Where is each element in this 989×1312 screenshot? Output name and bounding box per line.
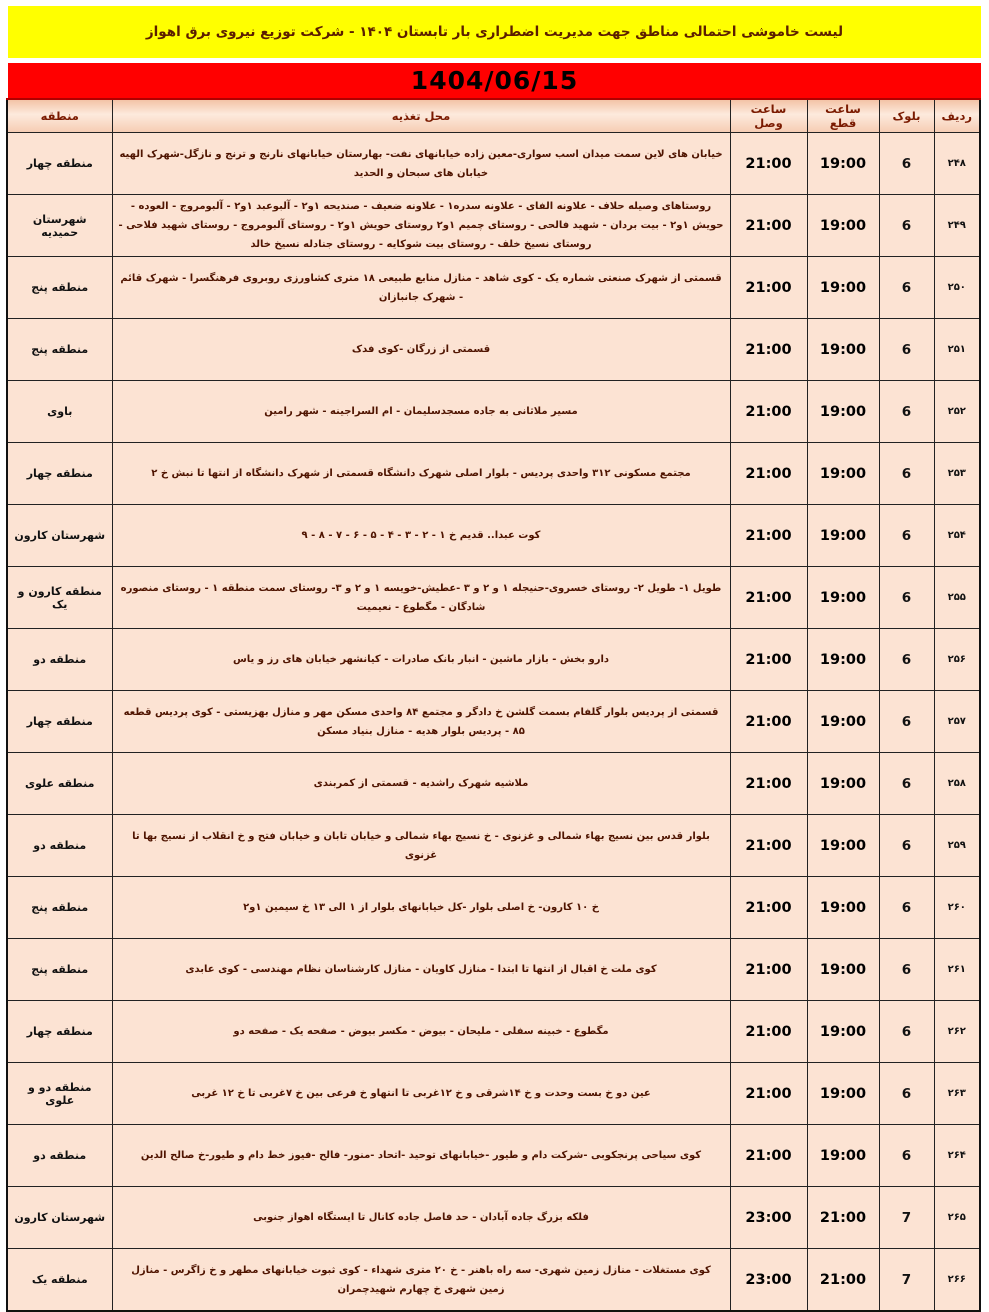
location-cell: خ ۱۰ کارون- خ اصلی بلوار -کل خیابانهای بلوار از ۱ الی ۱۳ خ سیمین ۱و۲ (112, 877, 730, 939)
row-number-cell: ۲۶۲ (934, 1001, 980, 1063)
table-row (7, 443, 980, 505)
table-row (7, 567, 980, 629)
location-cell: قسمتی از زرگان -کوی فدک (112, 319, 730, 381)
table-row (7, 753, 980, 815)
location-cell: مگطوع - خبینه سفلی - ملیحان - بیوض - مکسر بیوض - صفحه یک - صفحه دو (112, 1001, 730, 1063)
table-row (7, 381, 980, 443)
table-row (7, 939, 980, 1001)
cut-time-cell: 19:00 (807, 257, 879, 319)
connect-time-cell: 21:00 (730, 257, 807, 319)
row-number-cell: ۲۵۷ (934, 691, 980, 753)
location-cell: دارو بخش - بازار ماشین - انبار بانک صادرات - کیانشهر خیابان های رز و یاس (112, 629, 730, 691)
title-banner (8, 6, 981, 58)
location-cell: ملاشیه شهرک راشدیه - قسمتی از کمربندی (112, 753, 730, 815)
row-number-cell: ۲۵۳ (934, 443, 980, 505)
connect-time-cell: 21:00 (730, 877, 807, 939)
region-cell: منطقه پنج (7, 877, 112, 939)
cut-time-cell: 19:00 (807, 1001, 879, 1063)
cut-time-cell: 19:00 (807, 195, 879, 257)
cut-time-cell: 19:00 (807, 319, 879, 381)
cut-time-cell: 19:00 (807, 691, 879, 753)
row-number-cell: ۲۶۳ (934, 1063, 980, 1125)
row-number-cell: ۲۵۹ (934, 815, 980, 877)
col-header-location: محل تغذیه (112, 99, 730, 133)
location-cell: طویل ۱- طویل ۲- روستای خسروی-حنیجله ۱ و ۲ و ۳ -عطیش-خویسه ۱ و ۲ و ۳- روستای سمت منطقه ۱ - روستای منصوره شادگان - مگطوع - نعیمیت (112, 567, 730, 629)
block-cell: 6 (879, 629, 934, 691)
row-number-cell: ۲۶۴ (934, 1125, 980, 1187)
connect-time-cell: 21:00 (730, 443, 807, 505)
cut-time-cell: 19:00 (807, 1125, 879, 1187)
cut-time-cell: 19:00 (807, 629, 879, 691)
row-number-cell: ۲۶۱ (934, 939, 980, 1001)
connect-time-cell: 21:00 (730, 381, 807, 443)
cut-time-cell: 19:00 (807, 753, 879, 815)
row-number-cell: ۲۶۶ (934, 1249, 980, 1312)
table-row (7, 1063, 980, 1125)
region-cell: منطقه یک (7, 1249, 112, 1312)
row-number-cell: ۲۵۰ (934, 257, 980, 319)
region-cell: منطقه چهار (7, 133, 112, 195)
region-cell: شهرستان کارون (7, 505, 112, 567)
cut-time-cell: 19:00 (807, 877, 879, 939)
date-bar (8, 63, 981, 98)
connect-time-cell: 21:00 (730, 753, 807, 815)
connect-time-cell: 21:00 (730, 691, 807, 753)
region-cell: منطقه پنج (7, 939, 112, 1001)
location-cell: عین دو خ بست وحدت و خ ۱۴شرقی و خ ۱۲غربی تا انتهاو خ فرعی بین خ ۷غربی تا خ ۱۲ غربی (112, 1063, 730, 1125)
block-cell: 6 (879, 877, 934, 939)
block-cell: 6 (879, 195, 934, 257)
location-cell: بلوار قدس بین نسیج بهاء شمالی و غزنوی - خ نسیج بهاء شمالی و خیابان تابان و خیابان فتح و خ انقلاب از نسیج بها تا غزنوی (112, 815, 730, 877)
block-cell: 6 (879, 381, 934, 443)
col-header-region: منطقه (7, 99, 112, 133)
region-cell: شهرستان کارون (7, 1187, 112, 1249)
table-row (7, 629, 980, 691)
region-cell: منطقه پنج (7, 319, 112, 381)
location-cell: قسمتی از شهرک صنعتی شماره یک - کوی شاهد - منازل منابع طبیعی ۱۸ متری کشاورزی روبروی فرهنگسرا - شهرک قائم - شهرک جانبازان (112, 257, 730, 319)
block-cell: 6 (879, 691, 934, 753)
region-cell: شهرستان حمیدیه (7, 195, 112, 257)
location-cell: کوی سیاحی پرنجکوبی -شرکت دام و طیور -خیابانهای توحید -اتحاد -منور- فالح -فیوز خط دام و طیور-خ صالح الدین (112, 1125, 730, 1187)
col-header-cut-time: ساعت قطع (807, 99, 879, 133)
row-number-cell: ۲۵۲ (934, 381, 980, 443)
region-cell: منطقه پنج (7, 257, 112, 319)
table-row (7, 1187, 980, 1249)
region-cell: باوی (7, 381, 112, 443)
cut-time-cell: 21:00 (807, 1249, 879, 1312)
block-cell: 6 (879, 1001, 934, 1063)
connect-time-cell: 21:00 (730, 319, 807, 381)
location-cell: مسیر ملاثانی به جاده مسجدسلیمان - ام السراجینه - شهر رامین (112, 381, 730, 443)
table-row (7, 505, 980, 567)
connect-time-cell: 23:00 (730, 1249, 807, 1312)
region-cell: منطقه دو و علوی (7, 1063, 112, 1125)
row-number-cell: ۲۶۰ (934, 877, 980, 939)
connect-time-cell: 21:00 (730, 567, 807, 629)
block-cell: 7 (879, 1249, 934, 1312)
table-row (7, 691, 980, 753)
table-row (7, 815, 980, 877)
page-title: لیست خاموشی احتمالی مناطق جهت مدیریت اضطراری بار تابستان ۱۴۰۴ - شرکت توزیع نیروی برق اهواز (145, 24, 844, 40)
row-number-cell: ۲۵۵ (934, 567, 980, 629)
region-cell: منطقه چهار (7, 1001, 112, 1063)
row-number-cell: ۲۴۹ (934, 195, 980, 257)
row-number-cell: ۲۵۴ (934, 505, 980, 567)
block-cell: 6 (879, 1063, 934, 1125)
location-cell: فلکه بزرگ جاده آبادان - حد فاصل جاده کانال تا ایستگاه اهواز جنوبی (112, 1187, 730, 1249)
block-cell: 7 (879, 1187, 934, 1249)
row-number-cell: ۲۵۸ (934, 753, 980, 815)
row-number-cell: ۲۵۶ (934, 629, 980, 691)
region-cell: منطقه چهار (7, 443, 112, 505)
connect-time-cell: 21:00 (730, 1001, 807, 1063)
connect-time-cell: 21:00 (730, 195, 807, 257)
date-value: 1404/06/15 (410, 66, 579, 95)
table-row (7, 319, 980, 381)
table-row (7, 1001, 980, 1063)
row-number-cell: ۲۵۱ (934, 319, 980, 381)
table-row (7, 1125, 980, 1187)
connect-time-cell: 21:00 (730, 815, 807, 877)
connect-time-cell: 21:00 (730, 629, 807, 691)
region-cell: منطقه چهار (7, 691, 112, 753)
connect-time-cell: 21:00 (730, 505, 807, 567)
table-row (7, 133, 980, 195)
location-cell: کوت عبدا.. قدیم خ ۱ - ۲ - ۳ - ۴ - ۵ - ۶ - ۷ - ۸ - ۹ (112, 505, 730, 567)
cut-time-cell: 19:00 (807, 1063, 879, 1125)
table-row (7, 877, 980, 939)
block-cell: 6 (879, 133, 934, 195)
table-body (7, 133, 980, 1312)
connect-time-cell: 21:00 (730, 1063, 807, 1125)
cut-time-cell: 19:00 (807, 505, 879, 567)
col-header-connect-time: ساعت وصل (730, 99, 807, 133)
row-number-cell: ۲۴۸ (934, 133, 980, 195)
block-cell: 6 (879, 257, 934, 319)
table-row (7, 257, 980, 319)
block-cell: 6 (879, 753, 934, 815)
region-cell: منطقه کارون و یک (7, 567, 112, 629)
location-cell: خیابان های لاین سمت میدان اسب سواری-معین زاده خیابانهای نفت- بهارستان خیابانهای نارنج و ترنج و نازگل-شهرک الهیه خیابان های سبحان و الحدید (112, 133, 730, 195)
location-cell: روستاهای وصیله حلاف - علاونه الفای - علاونه سدره۱ - علاونه ضعیف - صندیحه ۱و۲ - آلبوعبد ۱و۲ - آلبومروج - العوده - حویش ۱و۲ - بیت بردان - شهید فالحی - روستای چمیم ۱و۲ روستای حویش ۱و۲ - روستای آلبومروج - روستای شهید فلاحی - روستای نسیخ خلف - روستای بیت شوکایه - روستای جنادله نسیخ خالد (112, 195, 730, 257)
connect-time-cell: 23:00 (730, 1187, 807, 1249)
cut-time-cell: 19:00 (807, 815, 879, 877)
block-cell: 6 (879, 939, 934, 1001)
table-header (7, 99, 980, 133)
block-cell: 6 (879, 505, 934, 567)
cut-time-cell: 19:00 (807, 443, 879, 505)
cut-time-cell: 21:00 (807, 1187, 879, 1249)
col-header-block: بلوک (879, 99, 934, 133)
table-row (7, 195, 980, 257)
block-cell: 6 (879, 1125, 934, 1187)
connect-time-cell: 21:00 (730, 1125, 807, 1187)
block-cell: 6 (879, 815, 934, 877)
row-number-cell: ۲۶۵ (934, 1187, 980, 1249)
block-cell: 6 (879, 443, 934, 505)
location-cell: قسمتی از پردیس بلوار گلفام بسمت گلشن خ دادگر و مجتمع ۸۴ واحدی مسکن مهر و منازل بهزیستی - کوی پردیس قطعه ۸۵ - پردیس بلوار هدیه - منازل بنیاد مسکن (112, 691, 730, 753)
cut-time-cell: 19:00 (807, 567, 879, 629)
region-cell: منطقه دو (7, 1125, 112, 1187)
col-header-row-number: ردیف (934, 99, 980, 133)
region-cell: منطقه دو (7, 629, 112, 691)
location-cell: کوی مستغلات - منازل زمین شهری- سه راه باهنر - خ ۲۰ متری شهداء - کوی ثبوت خیابانهای مطهر و خ زاگرس - منازل زمین شهری خ چهارم شهیدچمران (112, 1249, 730, 1312)
block-cell: 6 (879, 567, 934, 629)
location-cell: مجتمع مسکونی ۳۱۲ واحدی پردیس - بلوار اصلی شهرک دانشگاه قسمتی از شهرک دانشگاه از انتها تا نبش خ ۲ (112, 443, 730, 505)
block-cell: 6 (879, 319, 934, 381)
region-cell: منطقه علوی (7, 753, 112, 815)
outage-schedule-table (6, 98, 981, 1312)
connect-time-cell: 21:00 (730, 939, 807, 1001)
region-cell: منطقه دو (7, 815, 112, 877)
location-cell: کوی ملت خ اقبال از انتها تا ابتدا - منازل کاویان - منازل کارشناسان نظام مهندسی - کوی عابدی (112, 939, 730, 1001)
cut-time-cell: 19:00 (807, 133, 879, 195)
connect-time-cell: 21:00 (730, 133, 807, 195)
cut-time-cell: 19:00 (807, 939, 879, 1001)
cut-time-cell: 19:00 (807, 381, 879, 443)
